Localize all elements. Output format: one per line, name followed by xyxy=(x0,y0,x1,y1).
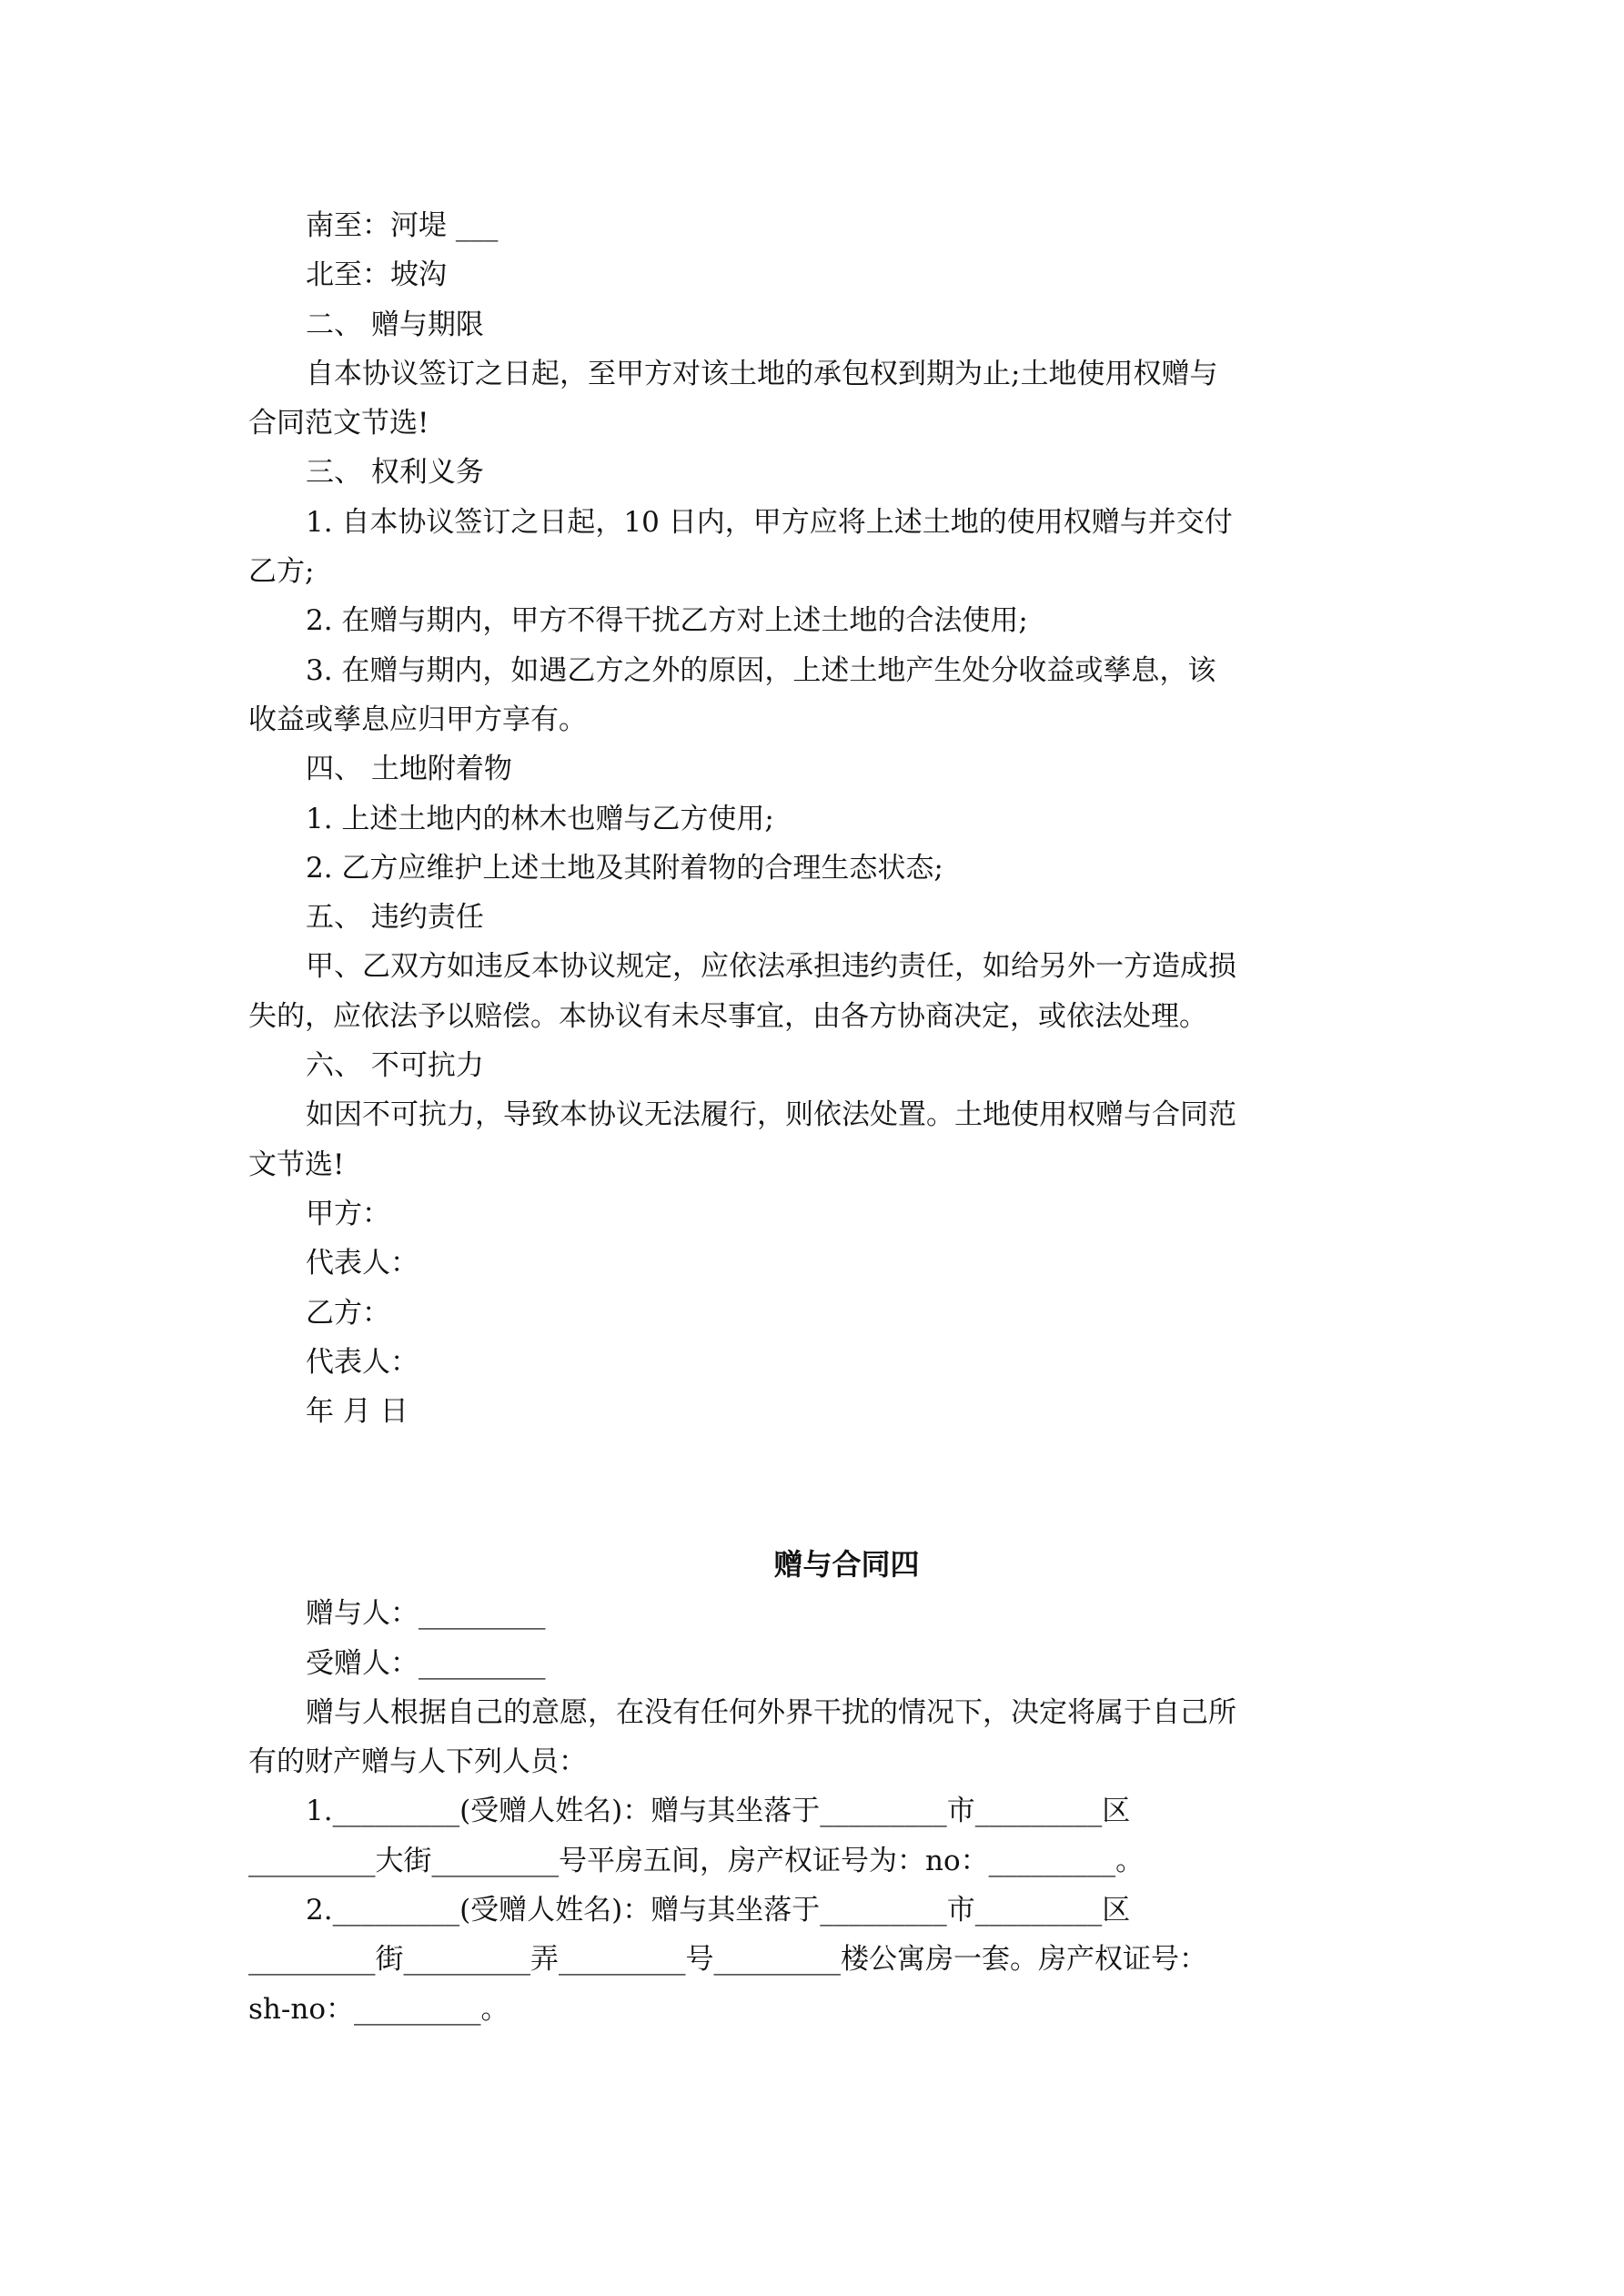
document-line: 赠与人根据自己的意愿，在没有任何外界干扰的情况下，决定将属于自己所 xyxy=(306,1695,1236,1729)
document-line: 失的，应依法予以赔偿。本协议有未尽事宜，由各方协商决定，或依法处理。 xyxy=(248,999,1207,1033)
document-line: 甲、乙双方如违反本协议规定，应依法承担违约责任，如给另外一方造成损 xyxy=(306,950,1236,984)
contract-four-section xyxy=(248,1540,1390,2034)
document-line: 南至：河堤 ___ xyxy=(306,209,499,242)
document-line: 赠与人：_________ xyxy=(306,1597,546,1631)
document-line: 1. 自本协议签订之日起，10 日内，甲方应将上述土地的使用权赠与并交付 xyxy=(306,505,1233,539)
document-line: 乙方; xyxy=(248,555,315,589)
document-line: 五、 违约责任 xyxy=(306,901,484,935)
document-line: 年 月 日 xyxy=(306,1395,409,1429)
contract-section-continued xyxy=(248,201,1390,1436)
document-line: 2._________(受赠人姓名)：赠与其坐落于_________市_________区 xyxy=(306,1894,1131,1927)
document-line: 二、 赠与期限 xyxy=(306,308,484,341)
document-line: 六、 不可抗力 xyxy=(306,1049,484,1083)
document-line: 受赠人：_________ xyxy=(306,1646,546,1680)
document-line: 3. 在赠与期内，如遇乙方之外的原因，上述土地产生处分收益或孳息，该 xyxy=(306,653,1216,687)
document-line: 如因不可抗力，导致本协议无法履行，则依法处置。土地使用权赠与合同范 xyxy=(306,1098,1236,1132)
document-line: 2. 乙方应维护上述土地及其附着物的合理生态状态; xyxy=(306,851,943,885)
document-line: 四、 土地附着物 xyxy=(306,753,512,786)
contract-title: 赠与合同四 xyxy=(773,1547,920,1582)
document-line: 代表人： xyxy=(306,1247,419,1280)
document-line: 甲方： xyxy=(306,1197,390,1230)
document-line: sh-no：_________。 xyxy=(248,1992,509,2026)
document-line: 北至：坡沟 xyxy=(306,258,447,292)
document-line: 收益或孳息应归甲方享有。 xyxy=(248,703,587,736)
document-line: 三、 权利义务 xyxy=(306,456,484,490)
document-line: 自本协议签订之日起，至甲方对该土地的承包权到期为止;土地使用权赠与 xyxy=(306,357,1218,390)
document-line: 1._________(受赠人姓名)：赠与其坐落于_________市_________区 xyxy=(306,1795,1131,1828)
document-line: 1. 上述土地内的林木也赠与乙方使用; xyxy=(306,802,774,835)
document-line: 乙方： xyxy=(306,1296,390,1330)
document-line: _________大街_________号平房五间，房产权证号为：no：_________。 xyxy=(248,1844,1145,1877)
document-line: _________街_________弄_________号_________楼公寓房一套。房产权证号： xyxy=(248,1943,1207,1977)
document-line: 有的财产赠与人下列人员： xyxy=(248,1745,587,1779)
document-line: 合同范文节选! xyxy=(248,407,429,440)
document-line: 2. 在赠与期内，甲方不得干扰乙方对上述土地的合法使用; xyxy=(306,604,1028,638)
document-line: 文节选! xyxy=(248,1148,345,1181)
document-line: 代表人： xyxy=(306,1345,419,1379)
